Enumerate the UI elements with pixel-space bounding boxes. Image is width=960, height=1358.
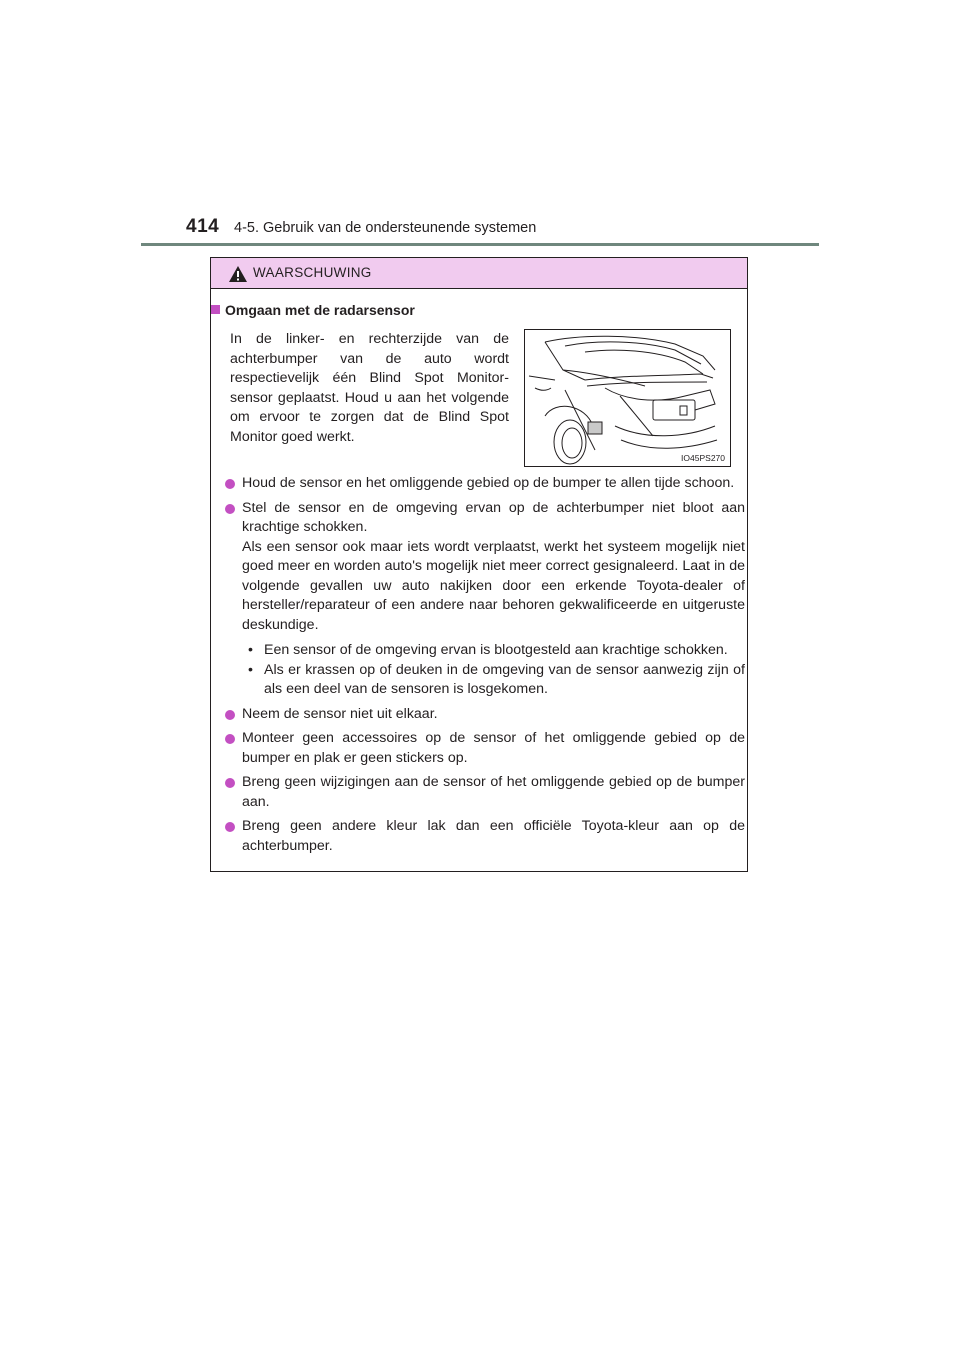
warning-header <box>211 258 747 289</box>
warning-title: WAARSCHUWING <box>253 265 372 280</box>
subheading <box>211 302 415 318</box>
list-item-text: Houd de sensor en het omliggende gebied op de bumper te allen tijde schoon. <box>242 475 735 491</box>
warning-box <box>210 257 748 872</box>
sub-list-item: • Een sensor of de omgeving ervan is blootgesteld aan krachtige schokken. <box>248 642 728 658</box>
list-item-text-continued: Als een sensor ook maar iets wordt verplaatst, werkt het systeem mogelijk niet goed meer en worden auto's mogelijk niet meer correct gesignaleerd. Laat in de volgende gevallen uw auto nakijken door een erkende Toyota-dealer of hersteller/reparateur of een andere naar behoren gekwalificeerde en uitgeruste deskundige. <box>242 538 745 633</box>
warning-triangle-icon <box>228 265 248 283</box>
list-item <box>225 499 745 700</box>
circle-bullet-icon <box>225 479 235 489</box>
section-title: 4-5. Gebruik van de ondersteunende systemen <box>234 220 537 236</box>
bullet-list <box>225 474 745 861</box>
car-rear-drawing <box>525 330 730 466</box>
list-item-text: Stel de sensor en de omgeving ervan op de achterbumper niet bloot aan krachtige schokken. <box>242 499 745 535</box>
circle-bullet-icon <box>225 734 235 744</box>
list-item-text: Breng geen wijzigingen aan de sensor of het omliggende gebied op de bumper aan. <box>242 774 745 810</box>
page-number: 414 <box>186 216 220 237</box>
circle-bullet-icon <box>225 504 235 514</box>
header-divider <box>141 243 819 246</box>
square-bullet-icon <box>211 305 220 314</box>
subheading-text: Omgaan met de radarsensor <box>225 302 415 318</box>
circle-bullet-icon <box>225 778 235 788</box>
list-item-text: Breng geen andere kleur lak dan een officiële Toyota-kleur aan op de achterbumper. <box>242 818 745 854</box>
circle-bullet-icon <box>225 822 235 832</box>
sub-list-item-text: Een sensor of de omgeving ervan is blootgesteld aan krachtige schokken. <box>264 642 728 658</box>
circle-bullet-icon <box>225 710 235 720</box>
sub-list-item-text: Als er krassen op of deuken in de omgeving van de sensor aanwezig zijn of als een deel van de sensoren is losgekomen. <box>264 661 745 697</box>
list-item-text: Neem de sensor niet uit elkaar. <box>242 705 438 722</box>
list-item <box>225 474 745 494</box>
list-item <box>225 705 745 725</box>
figure-code: IO45PS270 <box>681 453 725 463</box>
list-item-text: Monteer geen accessoires op de sensor of het omliggende gebied op de bumper en plak er geen stickers op. <box>242 730 745 766</box>
sub-list-item: • Als er krassen op of deuken in de omgeving van de sensor aanwezig zijn of als een deel van de sensoren is losgekomen. <box>248 661 745 697</box>
list-item <box>225 773 745 812</box>
sub-list <box>242 641 745 700</box>
list-item <box>225 729 745 768</box>
rear-bumper-illustration <box>524 329 731 467</box>
intro-paragraph: In de linker- en rechterzijde van de achterbumper van de auto wordt respectievelijk één Blind Spot Monitor-sensor geplaatst. Houd u aan het volgende om ervoor te zorgen dat de Blind Spot Monitor goed werkt. <box>230 331 509 445</box>
list-item <box>225 817 745 856</box>
